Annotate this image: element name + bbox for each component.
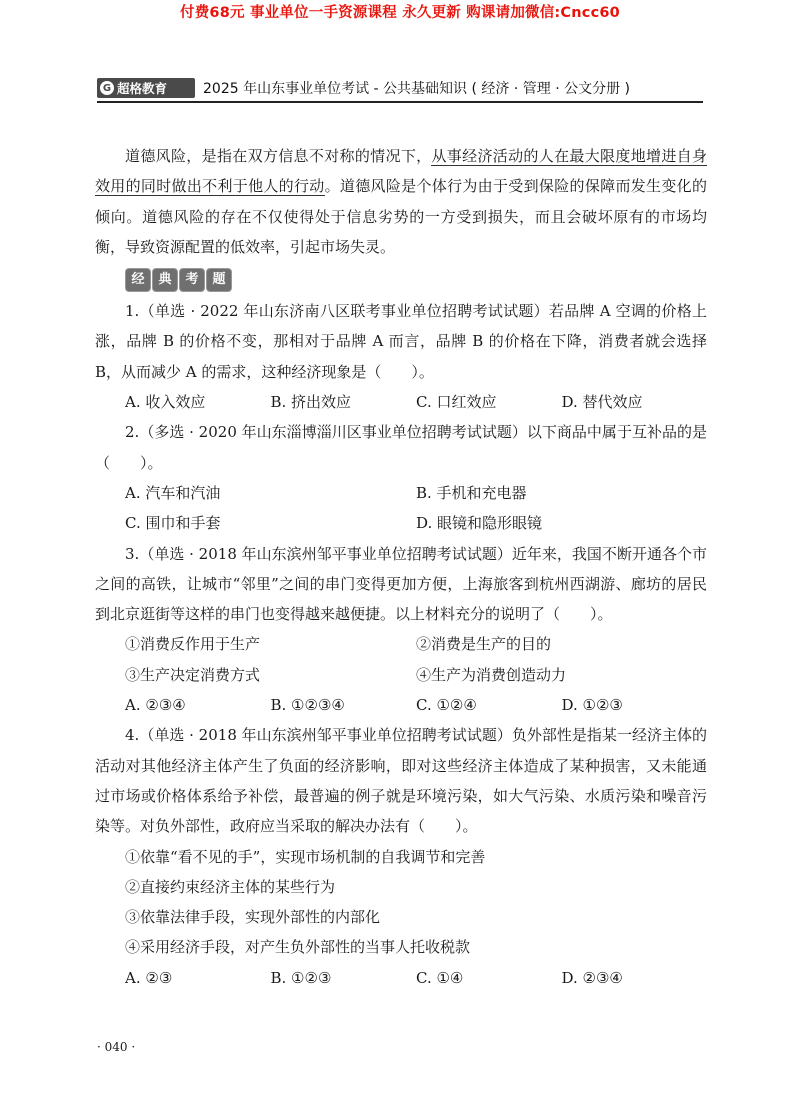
option: D. ①②③ xyxy=(561,696,623,715)
statement: ④生产为消费创造动力 xyxy=(416,665,567,684)
option: D. 替代效应 xyxy=(561,393,643,412)
question-3-stem: 3.（单选 · 2018 年山东滨州邹平事业单位招聘考试试题）近年来，我国不断开通各个市之间的高铁，让城市“邻里”之间的串门变得更加方便，上海旅客到杭州西湖游、廊坊的居民到北京逛街等这样的串门也变得越来越便捷。以上材料充分的说明了（ ）。 xyxy=(95,544,707,624)
statement: ②消费是生产的目的 xyxy=(416,635,552,654)
option: D. ②③④ xyxy=(561,968,623,987)
question-1-stem: 1.（单选 · 2022 年山东济南八区联考事业单位招聘考试试题）若品牌 A 空调的价格上涨，品牌 B 的价格不变，那相对于品牌 A 而言，品牌 B 的价格在下降，消费者就会选择 B，从而减少 A 的需求，这种经济现象是（ ）。 xyxy=(95,302,707,381)
badge-char: 考 xyxy=(179,268,205,292)
option: C. ①②④ xyxy=(416,696,477,715)
badge-char: 典 xyxy=(152,268,178,292)
question-3-statements xyxy=(95,660,707,690)
question-4-options xyxy=(95,963,707,993)
badge-char: 题 xyxy=(206,268,232,292)
intro-text-1: 道德风险，是指在双方信息不对称的情况下， xyxy=(125,147,432,165)
section-badge xyxy=(125,268,707,292)
statement: ①依靠“看不见的手”，实现市场机制的自我调节和完善 xyxy=(125,847,486,866)
option: B. ①②③④ xyxy=(270,696,345,715)
question-2-options xyxy=(95,478,707,508)
option: A. ②③④ xyxy=(125,696,186,715)
header-divider xyxy=(97,101,703,103)
logo-text: 超格教育 xyxy=(117,81,168,96)
option: A. 汽车和汽油 xyxy=(125,483,221,502)
page-number: · 040 · xyxy=(97,1040,136,1054)
question-3-options xyxy=(95,690,707,720)
statement: ②直接约束经济主体的某些行为 xyxy=(125,877,336,896)
watermark-banner: 付费68元 事业单位一手资源课程 永久更新 购课请加微信:Cncc60 xyxy=(180,5,620,21)
option: B. 挤出效应 xyxy=(270,393,352,412)
statement: ①消费反作用于生产 xyxy=(125,635,261,654)
option: B. 手机和充电器 xyxy=(416,483,527,502)
option: B. ①②③ xyxy=(270,968,332,987)
question-4-stem: 4.（单选 · 2018 年山东滨州邹平事业单位招聘考试试题）负外部性是指某一经济主体的活动对其他经济主体产生了负面的经济影响，即对这些经济主体造成了某种损害，又未能通过市场或价格体系给予补偿，最普遍的例子就是环境污染，如大气污染、水质污染和噪音污染等。对负外部性，政府应当采取的解决办法有（ ）。 xyxy=(95,726,707,836)
option: C. ①④ xyxy=(416,968,464,987)
logo-icon: G xyxy=(100,81,114,95)
intro-text-2: 。道德风险是个体行为由于受到保险的保障而发生变化的倾向。道德风险的存在不仅使得处于信息劣势的一方受到损失，而且会破坏原有的市场均衡，导致资源配置的低效率，引起市场失灵。 xyxy=(95,177,707,256)
question-2-stem: 2.（多选 · 2020 年山东淄博淄川区事业单位招聘考试试题）以下商品中属于互补品的是（ ）。 xyxy=(95,423,707,472)
option: A. 收入效应 xyxy=(125,393,206,412)
option: A. ②③ xyxy=(125,968,173,987)
option: C. 口红效应 xyxy=(416,393,497,412)
option: C. 围巾和手套 xyxy=(125,514,221,533)
question-2-options xyxy=(95,508,707,538)
option: D. 眼镜和隐形眼镜 xyxy=(416,514,543,533)
statement: ③依靠法律手段，实现外部性的内部化 xyxy=(125,908,381,927)
page-header xyxy=(97,76,701,100)
page-content xyxy=(95,141,707,993)
question-1-options xyxy=(95,387,707,417)
header-title: 2025 年山东事业单位考试 - 公共基础知识 ( 经济 · 管理 · 公文分册 ) xyxy=(203,81,631,97)
statement: ③生产决定消费方式 xyxy=(125,665,261,684)
brand-logo xyxy=(97,78,195,98)
intro-underlined-text: 从事经济活动的人在最大限度地增进自身效用的同时做出不利于他人的行动 xyxy=(95,147,707,196)
intro-paragraph xyxy=(95,141,707,262)
badge-char: 经 xyxy=(125,268,151,292)
question-3-statements xyxy=(95,629,707,659)
statement: ④采用经济手段，对产生负外部性的当事人托收税款 xyxy=(125,938,471,957)
